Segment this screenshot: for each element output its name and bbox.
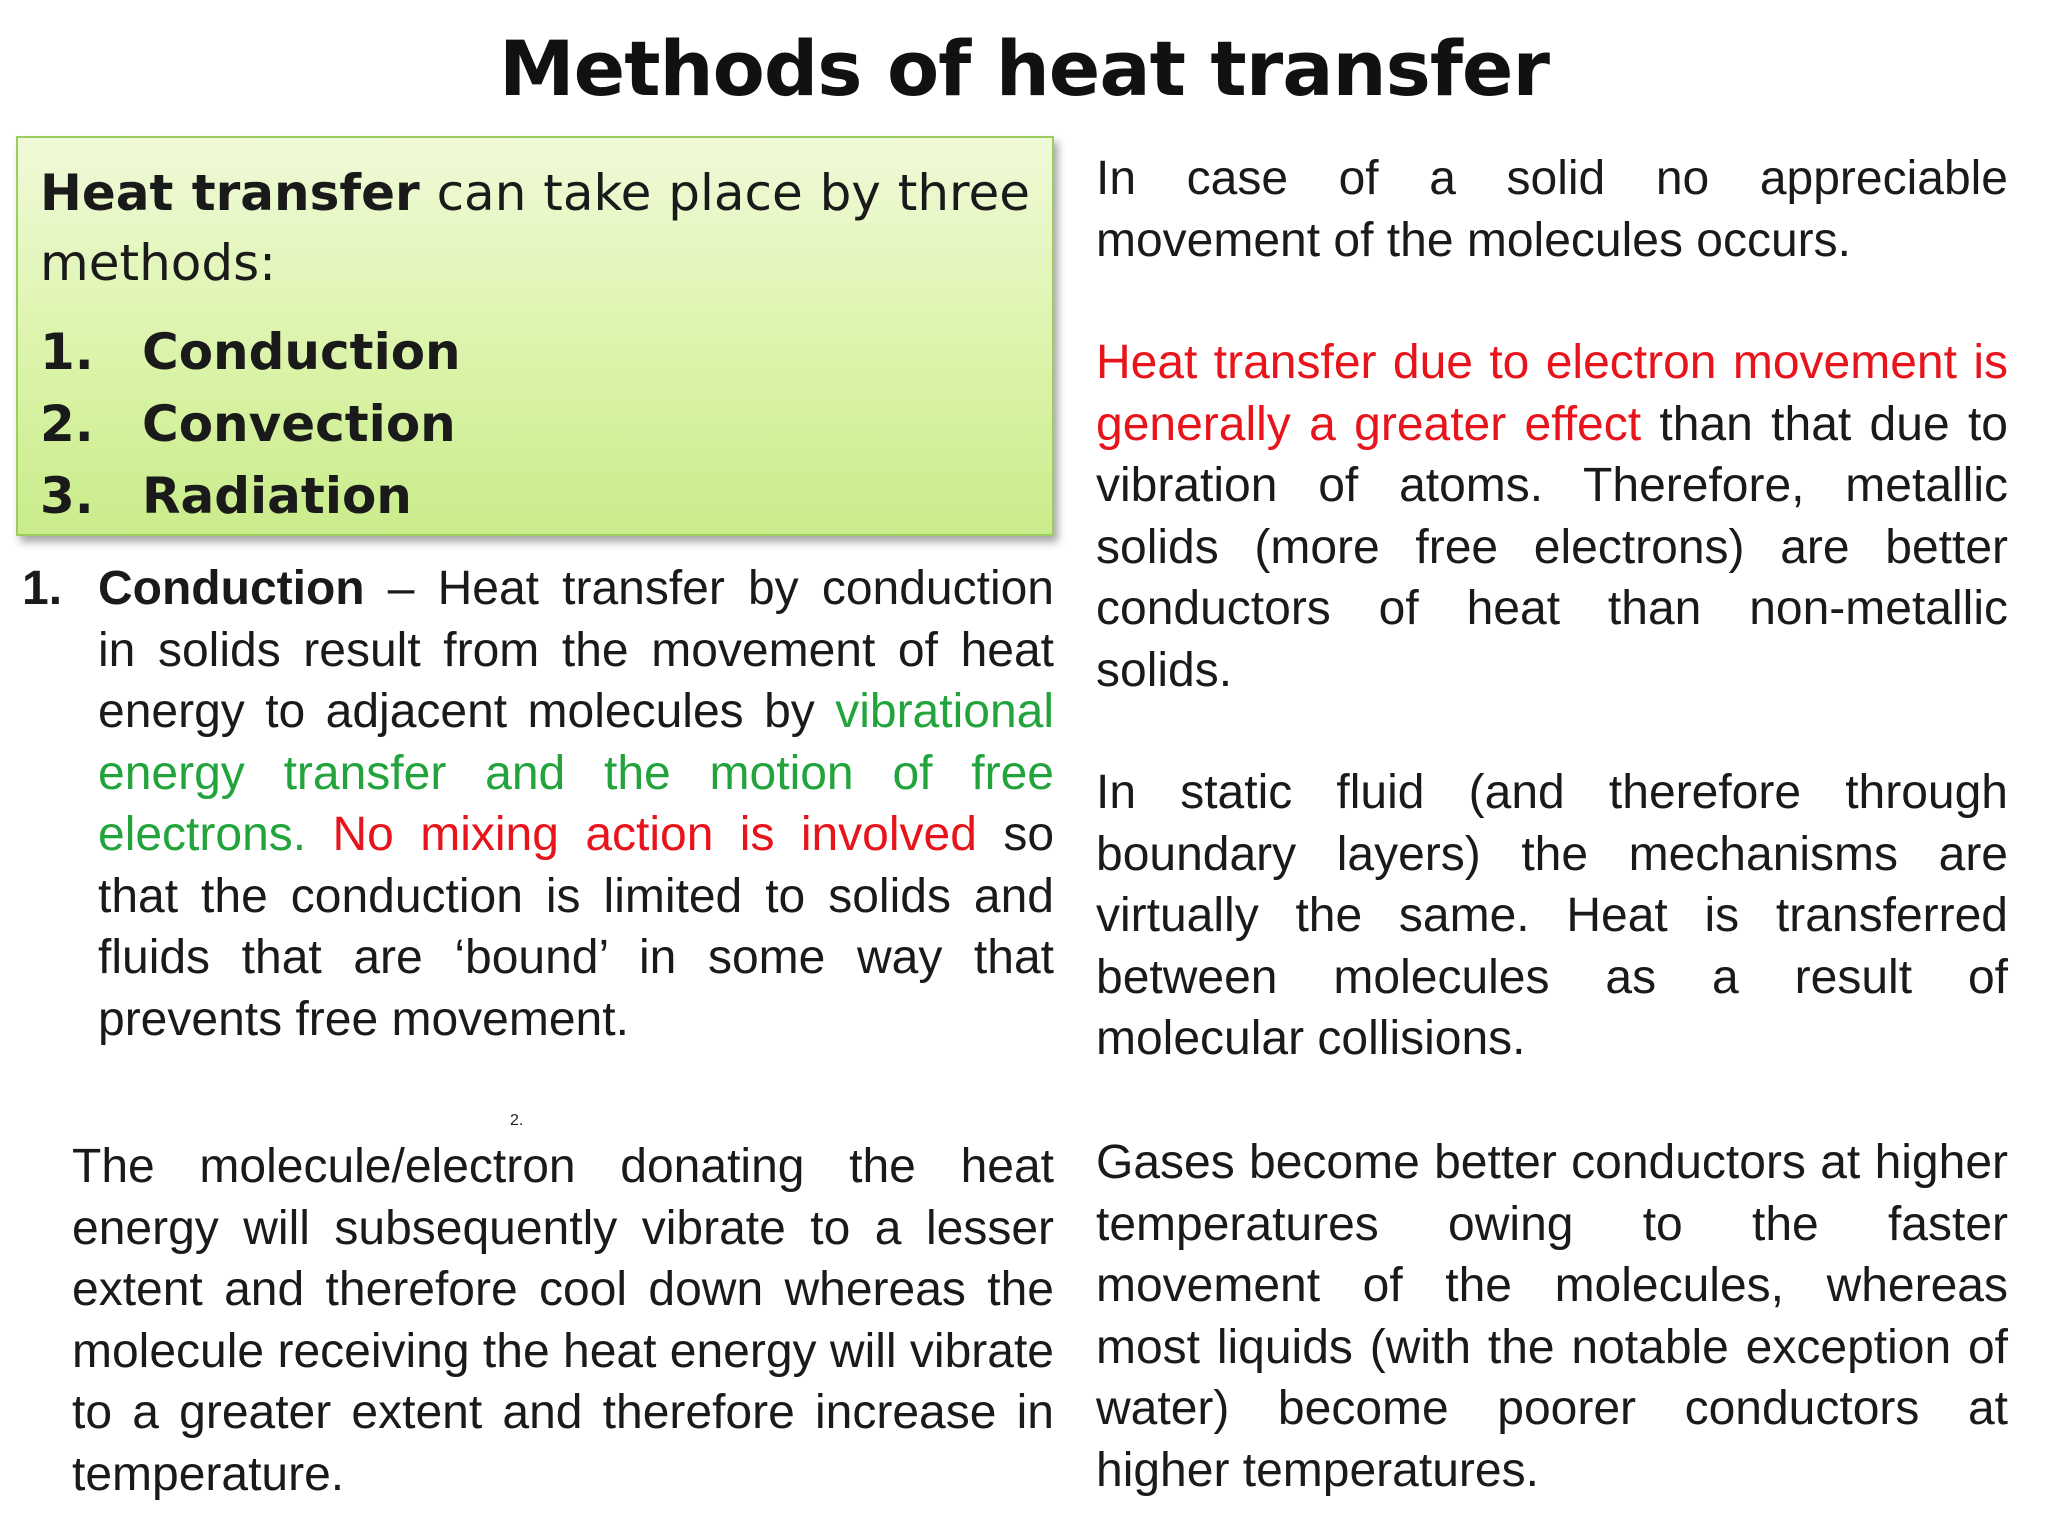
right-paragraph-electron: [1096, 332, 2008, 701]
method-number: 3.: [40, 467, 94, 525]
method-label: Convection: [142, 395, 456, 453]
methods-intro-bold: Heat transfer: [40, 164, 420, 222]
method-number: 2.: [40, 395, 94, 453]
conduction-text-2: so that the conduction is limited to solids and fluids that are ‘bound’ in some way that prevents free movement.: [98, 808, 1055, 1046]
method-number: 1.: [40, 323, 94, 381]
conduction-space: [306, 808, 332, 861]
conduction-number: 1.: [22, 562, 63, 615]
right-paragraph-gases: Gases become better conductors at higher temperatures owing to the faster movement of the molecules, whereas most liquids (with the notable exception of water) become poorer conductors at higher temperatures.: [1096, 1136, 2008, 1497]
conduction-red-highlight: No mixing action is involved: [332, 808, 977, 861]
electron-text: than that due to vibration of atoms. Therefore, metallic solids (more free electrons) are better conductors of heat than non-metallic solids.: [1096, 397, 2009, 697]
small-marker: 2.: [510, 1112, 524, 1129]
conduction-green-highlight: vibrational energy transfer and the motion of free electrons.: [98, 685, 1054, 861]
right-paragraph-fluid: In static fluid (and therefore through boundary layers) the mechanisms are virtually the same. Heat is transferred between molecules as a result of molecular collisions.: [1096, 766, 2008, 1065]
page-title: Methods of heat transfer: [499, 24, 1549, 113]
methods-summary-box: [16, 136, 1054, 536]
method-item-convection: [40, 388, 1030, 460]
methods-intro: [40, 158, 1030, 298]
conduction-heading: Conduction: [98, 562, 365, 615]
molecule-paragraph: The molecule/electron donating the heat energy will subsequently vibrate to a lesser extent and therefore cool down whereas the molecule receiving the heat energy will vibrate to a greater extent and therefore increase in temperature.: [72, 1140, 1054, 1501]
right-paragraph-solid: In case of a solid no appreciable movement of the molecules occurs.: [1096, 152, 2008, 267]
methods-list: [40, 316, 1030, 532]
conduction-description: [22, 558, 1054, 1050]
method-item-conduction: [40, 316, 1030, 388]
conduction-text-1: – Heat transfer by conduction in solids result from the movement of heat energy to adjacent molecules by: [98, 562, 1054, 738]
method-item-radiation: [40, 460, 1030, 532]
method-label: Radiation: [142, 467, 412, 525]
methods-intro-text: can take place by three methods:: [40, 164, 1030, 292]
electron-red-highlight: Heat transfer due to electron movement is generally a greater effect: [1096, 336, 2008, 451]
conduction-body: [98, 558, 1054, 1050]
method-label: Conduction: [142, 323, 461, 381]
